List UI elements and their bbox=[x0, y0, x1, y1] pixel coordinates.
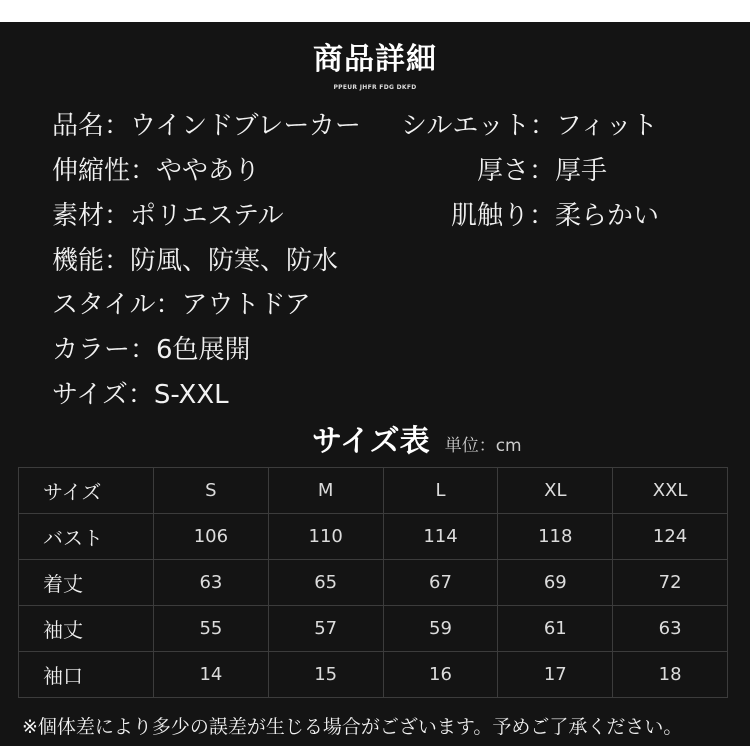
table-cell: 110 bbox=[268, 514, 383, 560]
spec-stretch: 伸縮性：ややあり bbox=[52, 156, 261, 186]
table-cell: 69 bbox=[498, 560, 613, 606]
table-cell: 114 bbox=[383, 514, 498, 560]
table-row-label: 袖口 bbox=[19, 652, 154, 698]
spec-style: スタイル：アウトドア bbox=[52, 290, 311, 320]
table-header-cell: XXL bbox=[613, 468, 728, 514]
table-header-row bbox=[19, 468, 728, 514]
spec-material: 素材：ポリエステル bbox=[52, 201, 284, 231]
table-row bbox=[19, 652, 728, 698]
spec-thickness: 厚さ：厚手 bbox=[477, 156, 608, 186]
table-cell: 67 bbox=[383, 560, 498, 606]
spec-name: 品名：ウインドブレーカー bbox=[52, 111, 361, 141]
table-cell: 63 bbox=[613, 606, 728, 652]
table-cell: 14 bbox=[154, 652, 269, 698]
table-cell: 57 bbox=[268, 606, 383, 652]
spec-color: カラー：6色展開 bbox=[52, 335, 251, 365]
page-subtitle: PPEUR JHFR FDG DKFD bbox=[333, 84, 417, 91]
table-cell: 106 bbox=[154, 514, 269, 560]
page-title: 商品詳細 bbox=[313, 42, 437, 77]
spec-size: サイズ：S-XXL bbox=[52, 380, 229, 410]
table-header-cell: XL bbox=[498, 468, 613, 514]
table-cell: 17 bbox=[498, 652, 613, 698]
table-cell: 15 bbox=[268, 652, 383, 698]
table-cell: 18 bbox=[613, 652, 728, 698]
table-cell: 118 bbox=[498, 514, 613, 560]
table-cell: 16 bbox=[383, 652, 498, 698]
table-header-cell: M bbox=[268, 468, 383, 514]
table-cell: 124 bbox=[613, 514, 728, 560]
table-row bbox=[19, 514, 728, 560]
table-cell: 61 bbox=[498, 606, 613, 652]
size-chart-unit: 単位：cm bbox=[444, 436, 522, 456]
product-detail-panel bbox=[0, 22, 750, 746]
size-table bbox=[18, 467, 728, 698]
table-cell: 55 bbox=[154, 606, 269, 652]
table-row bbox=[19, 606, 728, 652]
disclaimer-note: ※個体差により多少の誤差が生じる場合がございます。予めご了承ください。 bbox=[22, 716, 683, 738]
table-cell: 59 bbox=[383, 606, 498, 652]
table-row-label: 袖丈 bbox=[19, 606, 154, 652]
table-header-cell: L bbox=[383, 468, 498, 514]
table-row-label: 着丈 bbox=[19, 560, 154, 606]
table-cell: 63 bbox=[154, 560, 269, 606]
table-header-cell: S bbox=[154, 468, 269, 514]
table-row-label: バスト bbox=[19, 514, 154, 560]
table-header-cell: サイズ bbox=[19, 468, 154, 514]
spec-touch: 肌触り：柔らかい bbox=[451, 201, 660, 231]
spec-function: 機能：防風、防寒、防水 bbox=[52, 246, 339, 276]
spec-silhouette: シルエット：フィット bbox=[401, 111, 658, 141]
table-row bbox=[19, 560, 728, 606]
table-cell: 72 bbox=[613, 560, 728, 606]
table-cell: 65 bbox=[268, 560, 383, 606]
size-chart-title: サイズ表 bbox=[312, 424, 430, 459]
size-chart-heading bbox=[312, 416, 522, 460]
